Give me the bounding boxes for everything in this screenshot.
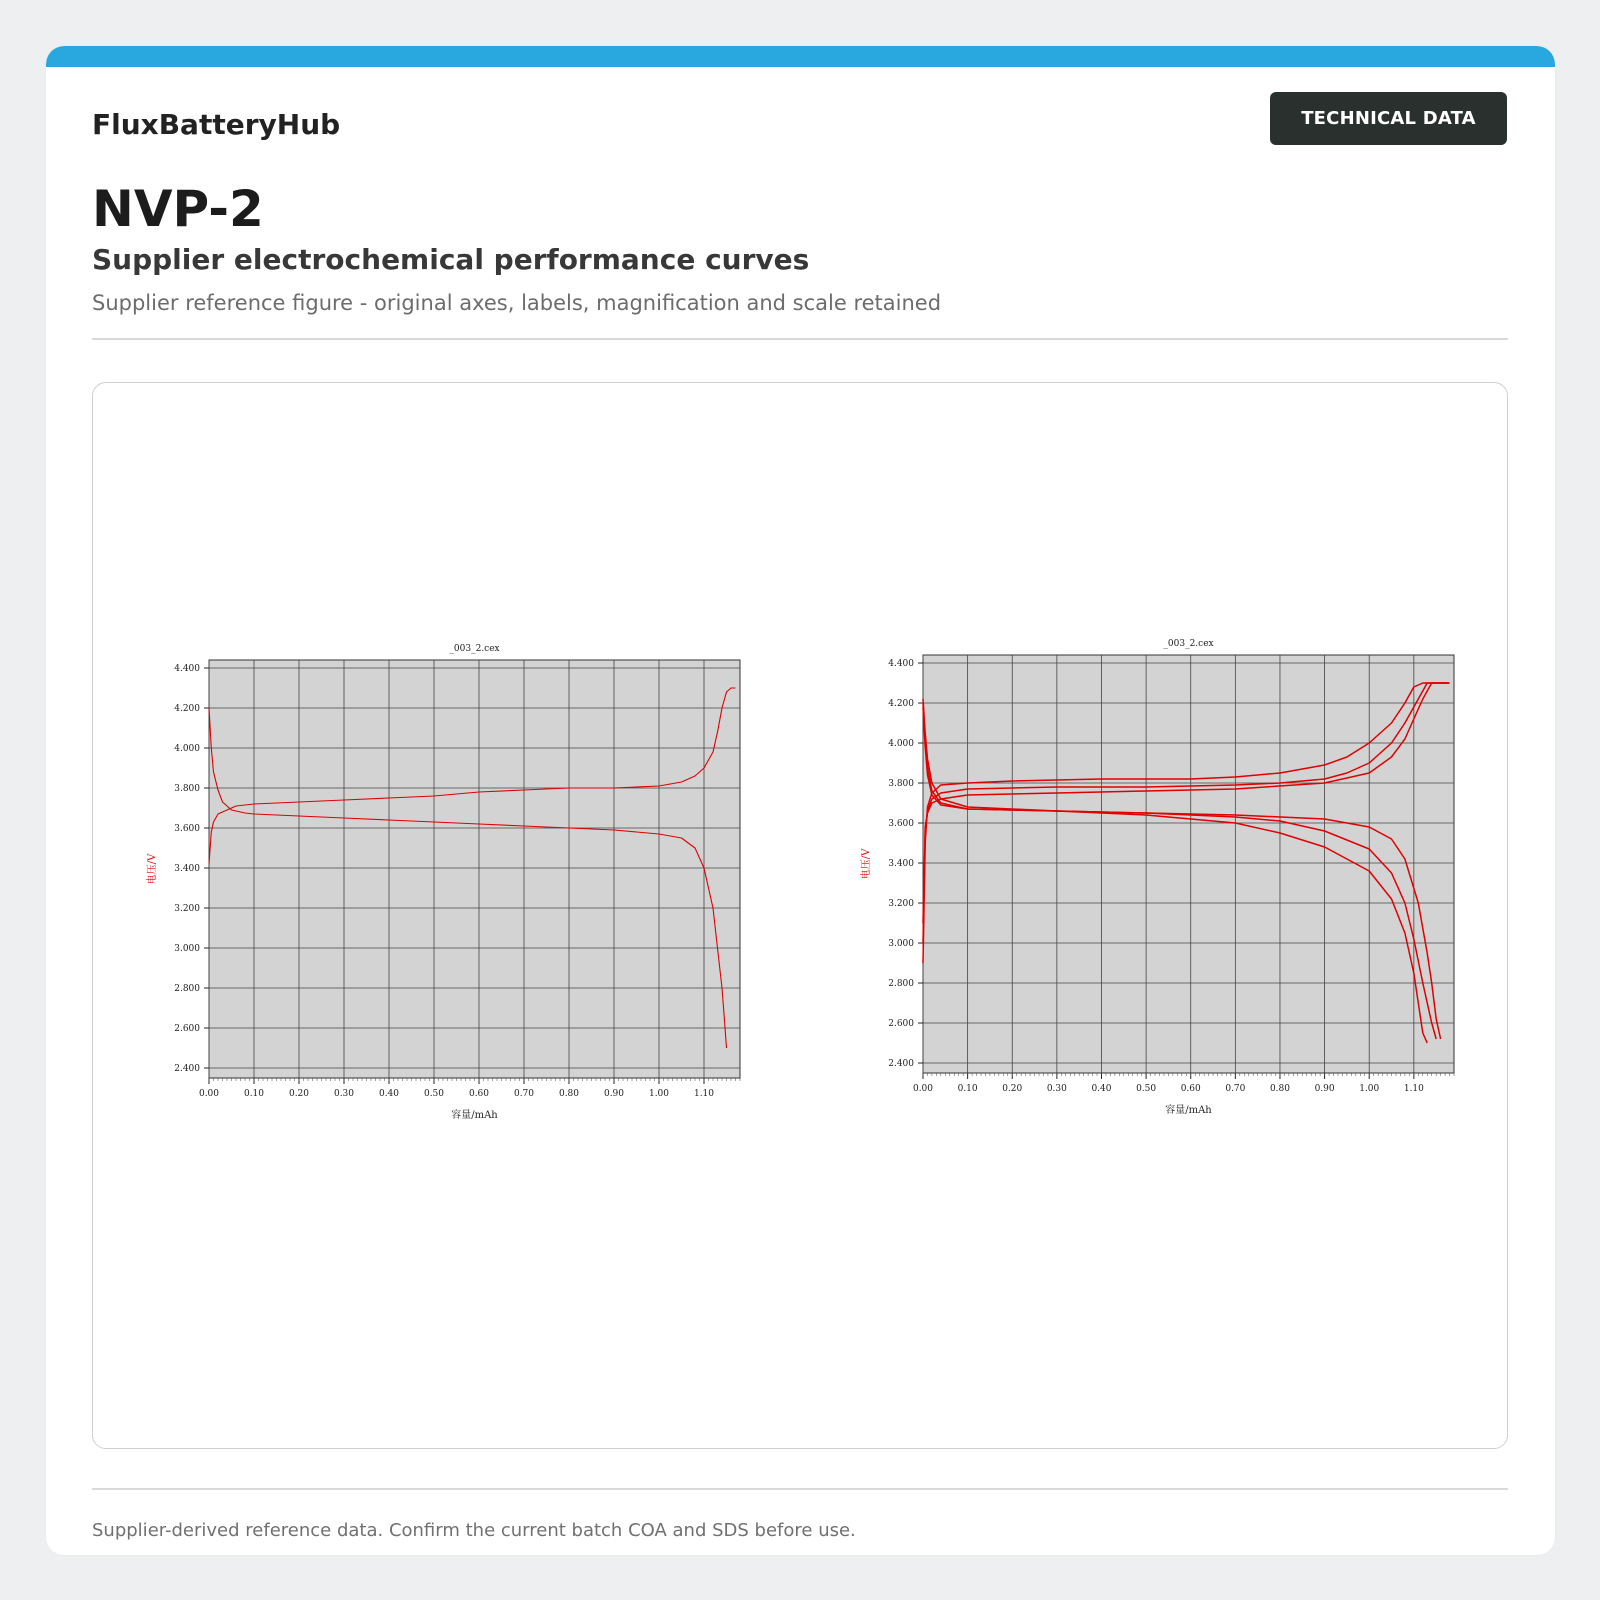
figure-note: Supplier reference figure - original axes, labels, magnification and scale retained: [92, 291, 942, 315]
x-tick-label: 0.60: [1180, 1084, 1201, 1094]
chart-right: [857, 623, 1467, 1123]
x-axis-label: 容量/mAh: [451, 1110, 498, 1121]
y-tick-label: 3.800: [888, 779, 914, 789]
x-tick-label: 1.10: [1403, 1084, 1424, 1094]
y-tick-label: 2.600: [888, 1019, 914, 1029]
product-card: [46, 46, 1555, 1555]
x-tick-label: 0.10: [243, 1089, 265, 1099]
y-tick-label: 3.400: [888, 859, 914, 869]
x-tick-label: 1.10: [693, 1089, 715, 1099]
y-tick-label: 3.600: [888, 819, 914, 829]
y-tick-label: 2.400: [174, 1064, 200, 1074]
technical-data-badge[interactable]: TECHNICAL DATA: [1270, 92, 1507, 145]
y-tick-label: 4.400: [174, 664, 200, 674]
x-tick-label: 0.80: [558, 1089, 580, 1099]
chart-title: _003_2.cex: [1163, 639, 1214, 649]
y-tick-label: 2.800: [174, 984, 200, 994]
brand-name: FluxBatteryHub: [92, 108, 341, 141]
x-tick-label: 0.00: [912, 1084, 934, 1094]
y-axis-label: 电压/V: [147, 853, 158, 885]
x-tick-label: 0.80: [1269, 1084, 1290, 1094]
accent-bar: [46, 46, 1555, 67]
x-axis-label: 容量/mAh: [1165, 1105, 1212, 1116]
y-tick-label: 3.200: [174, 904, 200, 914]
y-tick-label: 2.400: [888, 1059, 914, 1069]
x-tick-label: 0.60: [468, 1089, 490, 1099]
y-tick-label: 4.000: [888, 739, 914, 749]
divider-bottom: [92, 1488, 1508, 1490]
y-tick-label: 4.200: [888, 699, 914, 709]
y-tick-label: 4.200: [174, 704, 200, 714]
plot-area: [209, 660, 740, 1078]
x-tick-label: 0.10: [957, 1084, 978, 1094]
x-tick-label: 1.00: [1359, 1084, 1380, 1094]
y-tick-label: 4.000: [174, 744, 200, 754]
x-tick-label: 0.90: [1314, 1084, 1335, 1094]
x-tick-label: 0.50: [1136, 1084, 1157, 1094]
x-tick-label: 0.30: [333, 1089, 355, 1099]
x-tick-label: 0.30: [1046, 1084, 1067, 1094]
plot-area: [923, 655, 1454, 1073]
x-tick-label: 0.20: [1002, 1084, 1023, 1094]
x-tick-label: 0.00: [198, 1089, 220, 1099]
x-tick-label: 0.20: [288, 1089, 310, 1099]
page-subtitle: Supplier electrochemical performance curves: [92, 243, 810, 276]
y-tick-label: 3.400: [174, 864, 200, 874]
y-tick-label: 4.400: [888, 659, 914, 669]
y-tick-label: 3.000: [888, 939, 914, 949]
y-tick-label: 3.800: [174, 784, 200, 794]
x-tick-label: 0.40: [1091, 1084, 1112, 1094]
y-tick-label: 2.800: [888, 979, 914, 989]
x-tick-label: 0.40: [378, 1089, 400, 1099]
footer-disclaimer: Supplier-derived reference data. Confirm the current batch COA and SDS before use.: [92, 1520, 856, 1541]
chart-title: _003_2.cex: [449, 644, 500, 654]
x-tick-label: 0.50: [423, 1089, 445, 1099]
figure-frame: [92, 382, 1508, 1449]
y-axis-label: 电压/V: [861, 848, 872, 880]
x-tick-label: 0.70: [513, 1089, 535, 1099]
chart-left: [143, 628, 753, 1128]
x-tick-label: 0.70: [1225, 1084, 1246, 1094]
y-tick-label: 2.600: [174, 1024, 200, 1034]
y-tick-label: 3.000: [174, 944, 200, 954]
divider-top: [92, 338, 1508, 340]
y-tick-label: 3.600: [174, 824, 200, 834]
y-tick-label: 3.200: [888, 899, 914, 909]
page-title: NVP-2: [92, 180, 264, 238]
x-tick-label: 0.90: [603, 1089, 625, 1099]
x-tick-label: 1.00: [648, 1089, 670, 1099]
